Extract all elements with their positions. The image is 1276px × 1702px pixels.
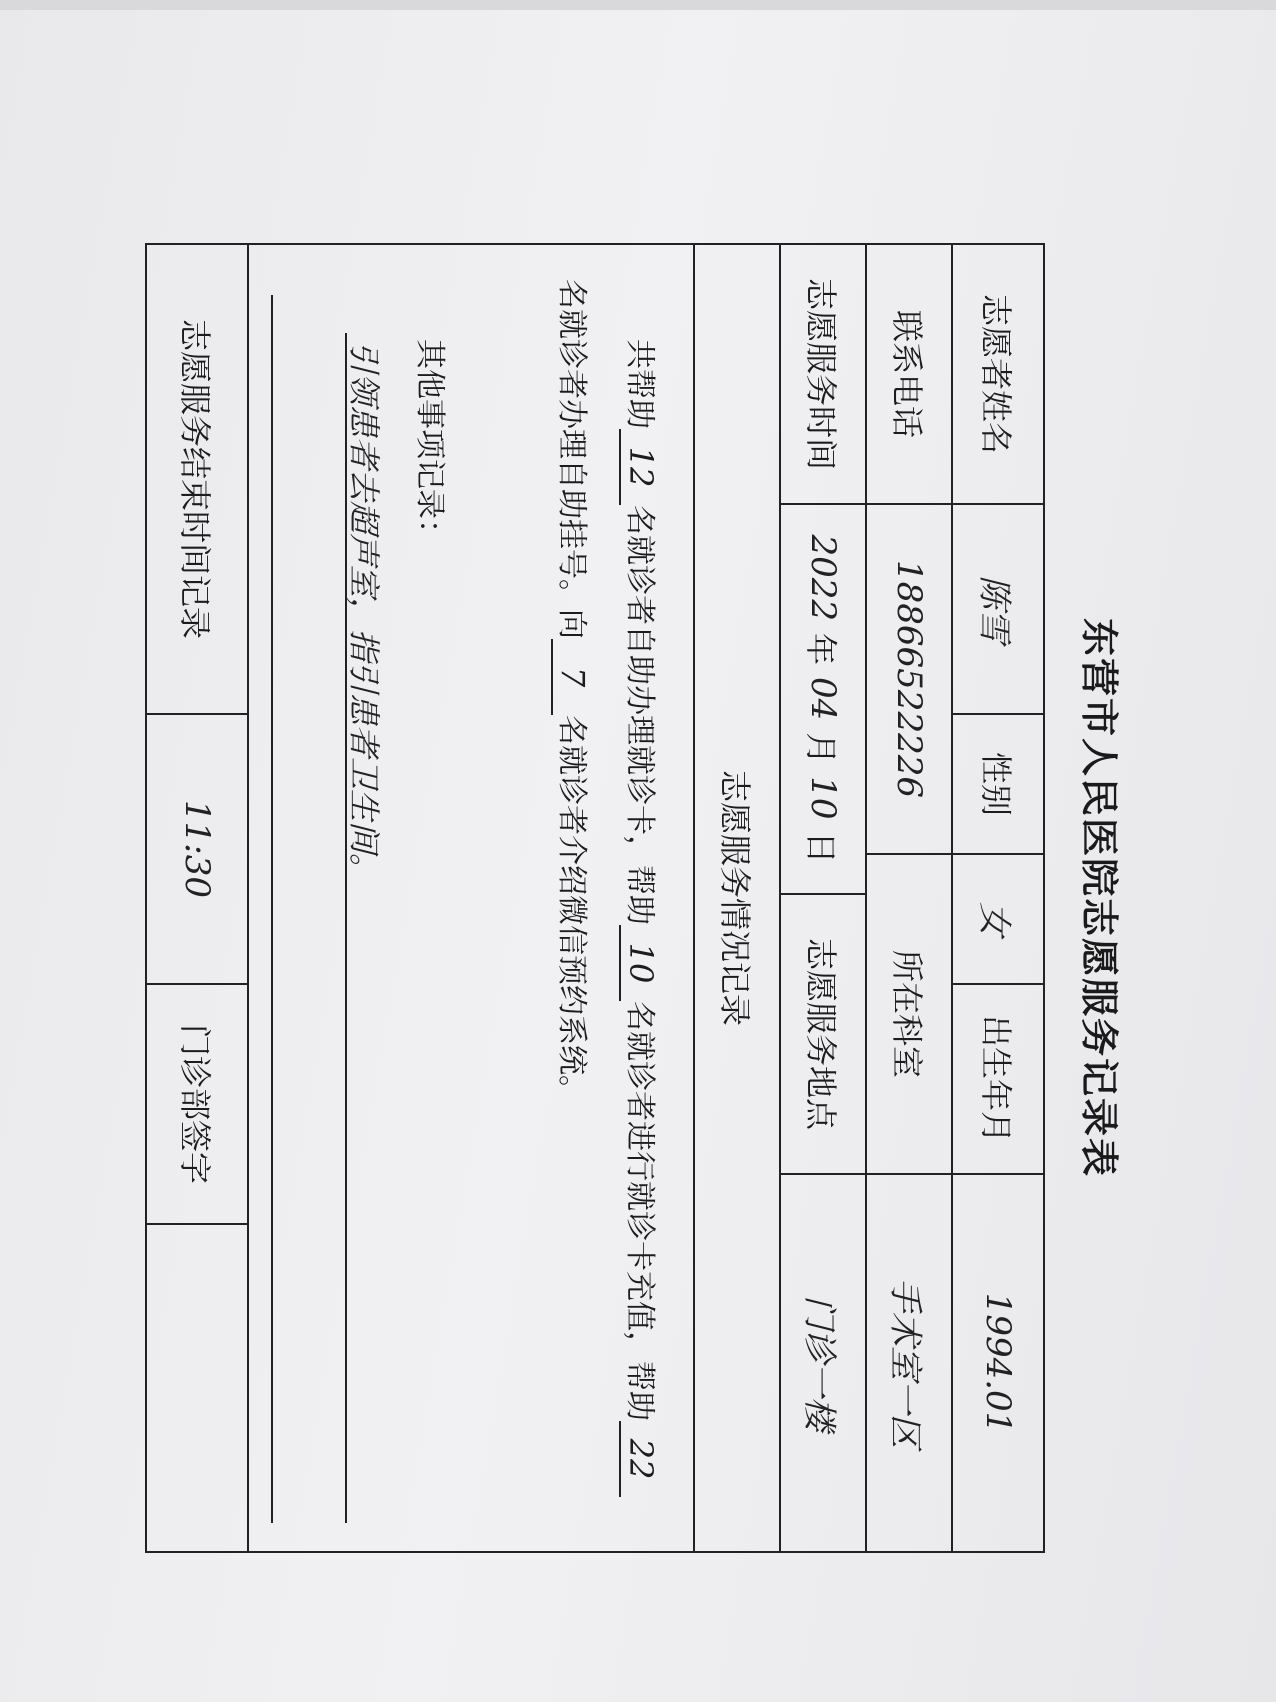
- table-row-footer: [147, 245, 247, 1551]
- service-date-group: [800, 534, 846, 863]
- service-place-value: 门诊一楼: [799, 1295, 840, 1431]
- summary-text-5: 名就诊者介绍微信预约系统。: [554, 715, 589, 1105]
- phone-value: 18866522226: [867, 505, 951, 855]
- summary-blank-4: 7: [551, 639, 593, 715]
- gender-label: 性别: [953, 715, 1043, 855]
- birth-value: 1994.01: [978, 1292, 1018, 1434]
- service-date: [781, 505, 865, 895]
- signature-value[interactable]: [147, 1225, 247, 1551]
- service-day-unit: 日: [802, 831, 840, 864]
- other-matters-label: 其他事项记录：: [412, 339, 447, 549]
- service-year-value: 2022: [803, 534, 843, 621]
- form-title: 东营市人民医院志愿服务记录表: [1077, 617, 1121, 1178]
- summary-blank-3: 22: [619, 1421, 661, 1497]
- volunteer-service-record-form: [145, 243, 1129, 1553]
- service-month-unit: 月: [802, 732, 840, 765]
- writing-line-2: [271, 295, 273, 1523]
- summary-blank-1: 12: [619, 429, 661, 505]
- name-value: 陈雪: [953, 505, 1043, 715]
- other-matters-note: 引领患者去超声室，指引患者卫生间。: [345, 341, 383, 886]
- signature-label: 门诊部签字: [147, 985, 247, 1225]
- service-month-value: 04: [803, 676, 843, 721]
- service-place-label: 志愿服务地点: [781, 895, 865, 1175]
- paper-top-edge: [0, 0, 1276, 10]
- phone-label: 联系电话: [867, 245, 951, 505]
- form-table: [145, 243, 1045, 1553]
- table-row-name: [951, 245, 1043, 1551]
- summary-text-1: 共帮助: [622, 339, 657, 429]
- service-day-value: 10: [803, 776, 843, 820]
- summary-text-2: 名就诊者自助办理就诊卡，帮助: [622, 505, 657, 925]
- end-time-label: 志愿服务结束时间记录: [147, 245, 247, 715]
- birth-label: 出生年月: [953, 985, 1043, 1175]
- summary-text-4: 名就诊者办理自助挂号。向: [554, 279, 589, 639]
- summary-text-3: 名就诊者进行就诊卡充值，帮助: [622, 1001, 657, 1421]
- service-time-label: 志愿服务时间: [781, 245, 865, 505]
- gender-value: 女: [953, 855, 1043, 985]
- name-label: 志愿者姓名: [953, 245, 1043, 505]
- writing-line-1: [345, 333, 347, 1523]
- dept-label: 所在科室: [867, 855, 951, 1175]
- table-row-service-time: [779, 245, 865, 1551]
- service-year-unit: 年: [802, 632, 840, 665]
- end-time-value: 11:30: [147, 715, 247, 985]
- table-row-phone: [865, 245, 951, 1551]
- dept-value: 手术室一区: [885, 1278, 926, 1448]
- service-record-body: [247, 245, 693, 1551]
- section-title: 志愿服务情况记录: [716, 769, 754, 1026]
- service-summary-paragraph: [537, 279, 673, 1519]
- section-header-row: [693, 245, 779, 1551]
- summary-blank-2: 10: [619, 925, 661, 1001]
